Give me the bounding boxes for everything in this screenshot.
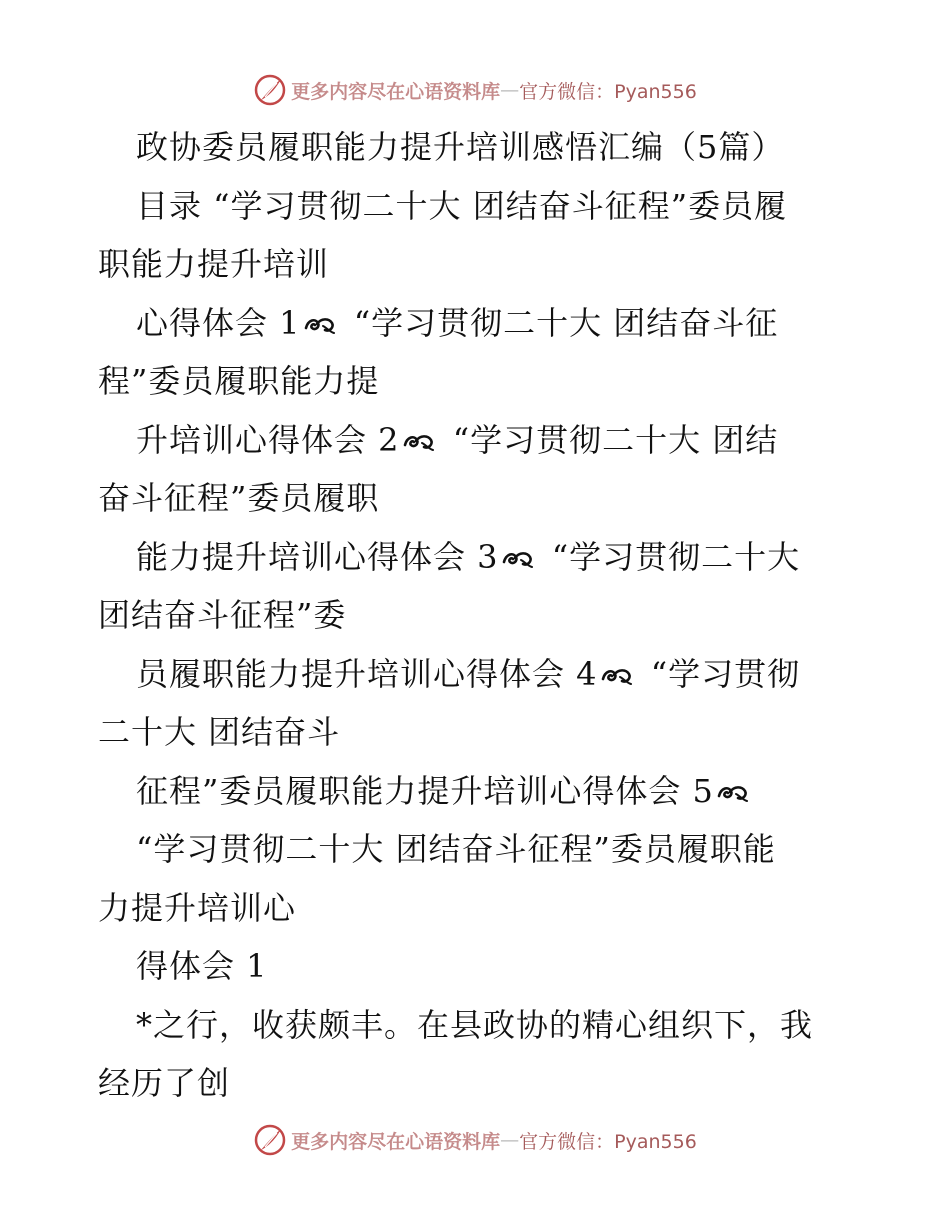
- text-line: [98, 469, 858, 528]
- text-line: [98, 411, 858, 470]
- line-text: *之行，收获颇丰。在县政协的精心组织下，我: [136, 1005, 814, 1044]
- text-line: [98, 528, 858, 587]
- text-line: [98, 645, 858, 704]
- text-line: [98, 762, 858, 821]
- text-line: [98, 703, 858, 762]
- line-text-continued: “学习贯彻二十大 团结: [441, 420, 779, 459]
- header-watermark: [0, 70, 950, 110]
- text-line: [98, 294, 858, 353]
- ornament-icon: [402, 431, 436, 453]
- watermark-contact: 官方微信：Pyan556: [519, 1130, 697, 1153]
- line-text: 升培训心得体会 2: [136, 420, 400, 459]
- watermark-contact: 官方微信：Pyan556: [519, 80, 697, 103]
- line-text: 经历了创: [98, 1064, 231, 1102]
- text-line: [98, 352, 858, 411]
- line-text: 程”委员履职能力提: [98, 362, 380, 400]
- watermark-separator: —: [500, 79, 520, 101]
- line-text: 员履职能力提升培训心得体会 4: [136, 654, 598, 693]
- document-body: [98, 118, 858, 1113]
- ornament-icon: [716, 782, 750, 804]
- watermark-separator: —: [500, 1129, 520, 1151]
- line-text-continued: “学习贯彻二十大: [540, 537, 801, 576]
- text-line: [98, 118, 858, 177]
- line-text: 目录 “学习贯彻二十大 团结奋斗征程”委员履: [136, 186, 788, 225]
- line-text: 能力提升培训心得体会 3: [136, 537, 499, 576]
- ornament-icon: [501, 548, 535, 570]
- text-line: [98, 235, 858, 294]
- text-line: [98, 820, 858, 879]
- line-text: 二十大 团结奋斗: [98, 713, 341, 751]
- line-text-continued: “学习贯彻二十大 团结奋斗征: [342, 303, 779, 342]
- line-text: 政协委员履职能力提升培训感悟汇编（5篇）: [136, 128, 785, 166]
- text-line: [98, 937, 858, 996]
- line-text: 奋斗征程”委员履职: [98, 479, 380, 517]
- feather-logo-icon: [253, 73, 287, 107]
- ornament-icon: [600, 665, 634, 687]
- feather-logo-icon: [253, 1123, 287, 1157]
- line-text: 职能力提升培训: [98, 245, 330, 283]
- line-text-continued: “学习贯彻: [639, 654, 801, 693]
- text-line: [98, 1054, 858, 1113]
- text-line: [98, 879, 858, 938]
- footer-watermark: [0, 1120, 950, 1160]
- line-text: 得体会 1: [136, 947, 268, 985]
- line-text: “学习贯彻二十大 团结奋斗征程”委员履职能: [136, 830, 776, 868]
- line-text: 心得体会 1: [136, 303, 301, 342]
- watermark-text: 更多内容尽在心语资料库: [291, 80, 501, 103]
- line-text: 团结奋斗征程”委: [98, 596, 347, 634]
- watermark-text: 更多内容尽在心语资料库: [291, 1130, 501, 1153]
- text-line: [98, 586, 858, 645]
- line-text: 征程”委员履职能力提升培训心得体会 5: [136, 771, 714, 810]
- ornament-icon: [303, 314, 337, 336]
- line-text: 力提升培训心: [98, 888, 297, 927]
- text-line: [98, 177, 858, 236]
- text-line: [98, 996, 858, 1055]
